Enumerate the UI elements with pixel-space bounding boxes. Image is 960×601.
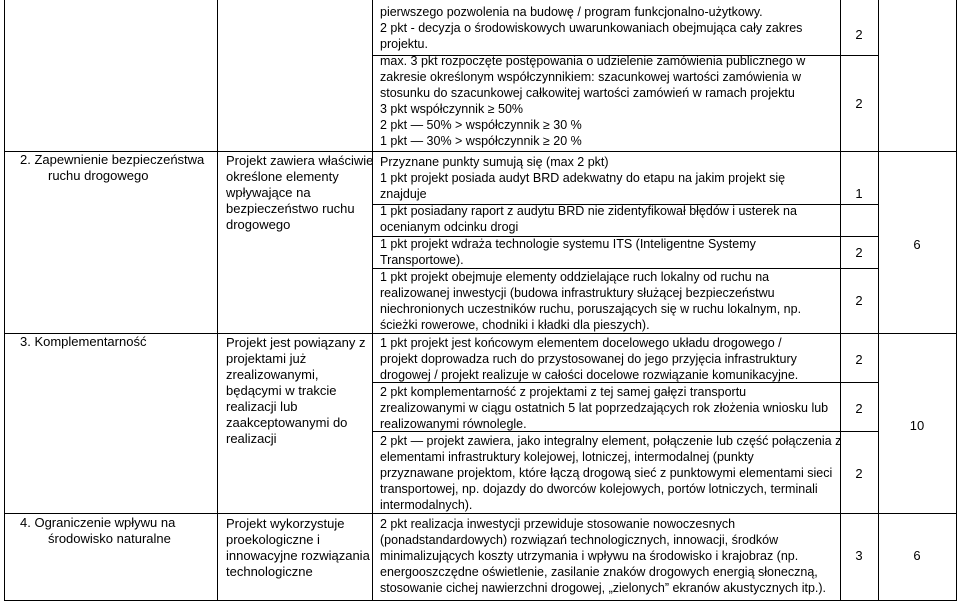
points-cell: 3 bbox=[855, 548, 863, 563]
detail-top: pierwszego pozwolenia na budowę / program funkcjonalno-użytkowy. 2 pkt - decyzja o środowiskowych uwarunkowaniach obejmująca cały zakres projektu. max. 3 pkt rozpoczęte postępowania o udzielenie zamówienia publicznego w zakresie określonym współczynnikiem: szacunkowej wartości zamówienia w stosunku do szacunkowej całkowitej wartości zamówień w ramach projektu 3 pkt współczynnik ≥ 50% 2 pkt — 50% > współczynnik ≥ 30 % 1 pkt — 30% > współczynnik ≥ 20 % bbox=[380, 5, 806, 148]
table-border-right bbox=[956, 0, 957, 601]
column-divider bbox=[372, 0, 373, 601]
total-cell: 6 bbox=[913, 548, 921, 563]
points-cell: 2 bbox=[855, 466, 863, 481]
description-complementarity: Projekt jest powiązany z projektami już zrealizowanymi, będącymi w trakcie realizacji lub zaakceptowanymi do realizacji bbox=[226, 335, 366, 446]
table-border-left bbox=[4, 0, 5, 601]
detail-environment: 2 pkt realizacja inwestycji przewiduje stosowanie nowoczesnych (ponadstandardowych) rozwiązań technologicznych, innowacji, środków minimalizujących koszty utrzymania i wpływu na środowisko i krajobraz (np. energooszczędne oświetlenie, zasilanie znaków drogowych energią słoneczną, stosowanie cichej nawierzchni drogowej, „zielonych” ekranów akustycznych itp.). bbox=[380, 517, 827, 595]
detail-complementarity: 1 pkt projekt jest końcowym elementem docelowego układu drogowego / projekt doprowadza ruch do przystosowanej do jego przyjęcia infrastruktury drogowej / projekt realizuje w całości docelowe rozwiązanie komunikacyjne. 2 pkt komplementarność z projektami z tej samej gałęzi transportu zrealizowanymi w ciągu ostatnich 5 lat poprzedzających rok złożenia wniosku lub realizowanymi równolegle. 2 pkt — projekt zawiera, jako integralny element, połączenie lub część połączenia z elementami infrastruktury kolejowej, lotniczej, intermodalnej (punkty przyznawane projektom, które łączą drogową sieć z punktowymi elementami sieci transportowej, np. dojazdy do dworców kolejowych, portów lotniczych, terminali intermodalnych). bbox=[380, 336, 842, 512]
column-divider bbox=[878, 0, 879, 601]
criterion-safety: 2. Zapewnienie bezpieczeństwa ruchu drogowego bbox=[20, 152, 205, 183]
criterion-complementarity: 3. Komplementarność bbox=[20, 334, 147, 349]
points-cell: 2 bbox=[855, 293, 863, 308]
points-cell: 2 bbox=[855, 245, 863, 260]
points-cell: 2 bbox=[855, 352, 863, 367]
total-cell: 6 bbox=[913, 237, 921, 252]
column-divider bbox=[217, 0, 218, 601]
detail-safety: Przyznane punkty sumują się (max 2 pkt) 1 pkt projekt posiada audyt BRD adekwatny do etapu na jakim projekt się znajduje 1 pkt posiadany raport z audytu BRD nie zidentyfikował błędów i usterek na ocenianym odcinku drogi 1 pkt projekt wdraża technologie systemu ITS (Inteligentne Systemy Transportowe). 1 pkt projekt obejmuje elementy oddzielające ruch lokalny od ruchu na realizowanej inwestycji (budowa infrastruktury służącej bezpieczeństwu niechronionych uczestników ruchu, poruszających się w ruchu lokalnym, np. ścieżki rowerowe, chodniki i kładki dla pieszych). bbox=[380, 155, 802, 332]
criterion-environment: 4. Ograniczenie wpływu na środowisko naturalne bbox=[20, 515, 176, 546]
row-divider bbox=[4, 513, 956, 514]
description-safety: Projekt zawiera właściwie określone elementy wpływające na bezpieczeństwo ruchu drogowego bbox=[226, 153, 374, 232]
points-cell: 2 bbox=[855, 96, 863, 111]
points-cell: 1 bbox=[855, 186, 863, 201]
total-cell: 10 bbox=[909, 418, 925, 433]
points-cell: 2 bbox=[855, 27, 863, 42]
description-environment: Projekt wykorzystuje proekologiczne i innowacyjne rozwiązania technologiczne bbox=[226, 516, 370, 579]
points-cell: 2 bbox=[855, 401, 863, 416]
row-divider bbox=[4, 333, 956, 334]
